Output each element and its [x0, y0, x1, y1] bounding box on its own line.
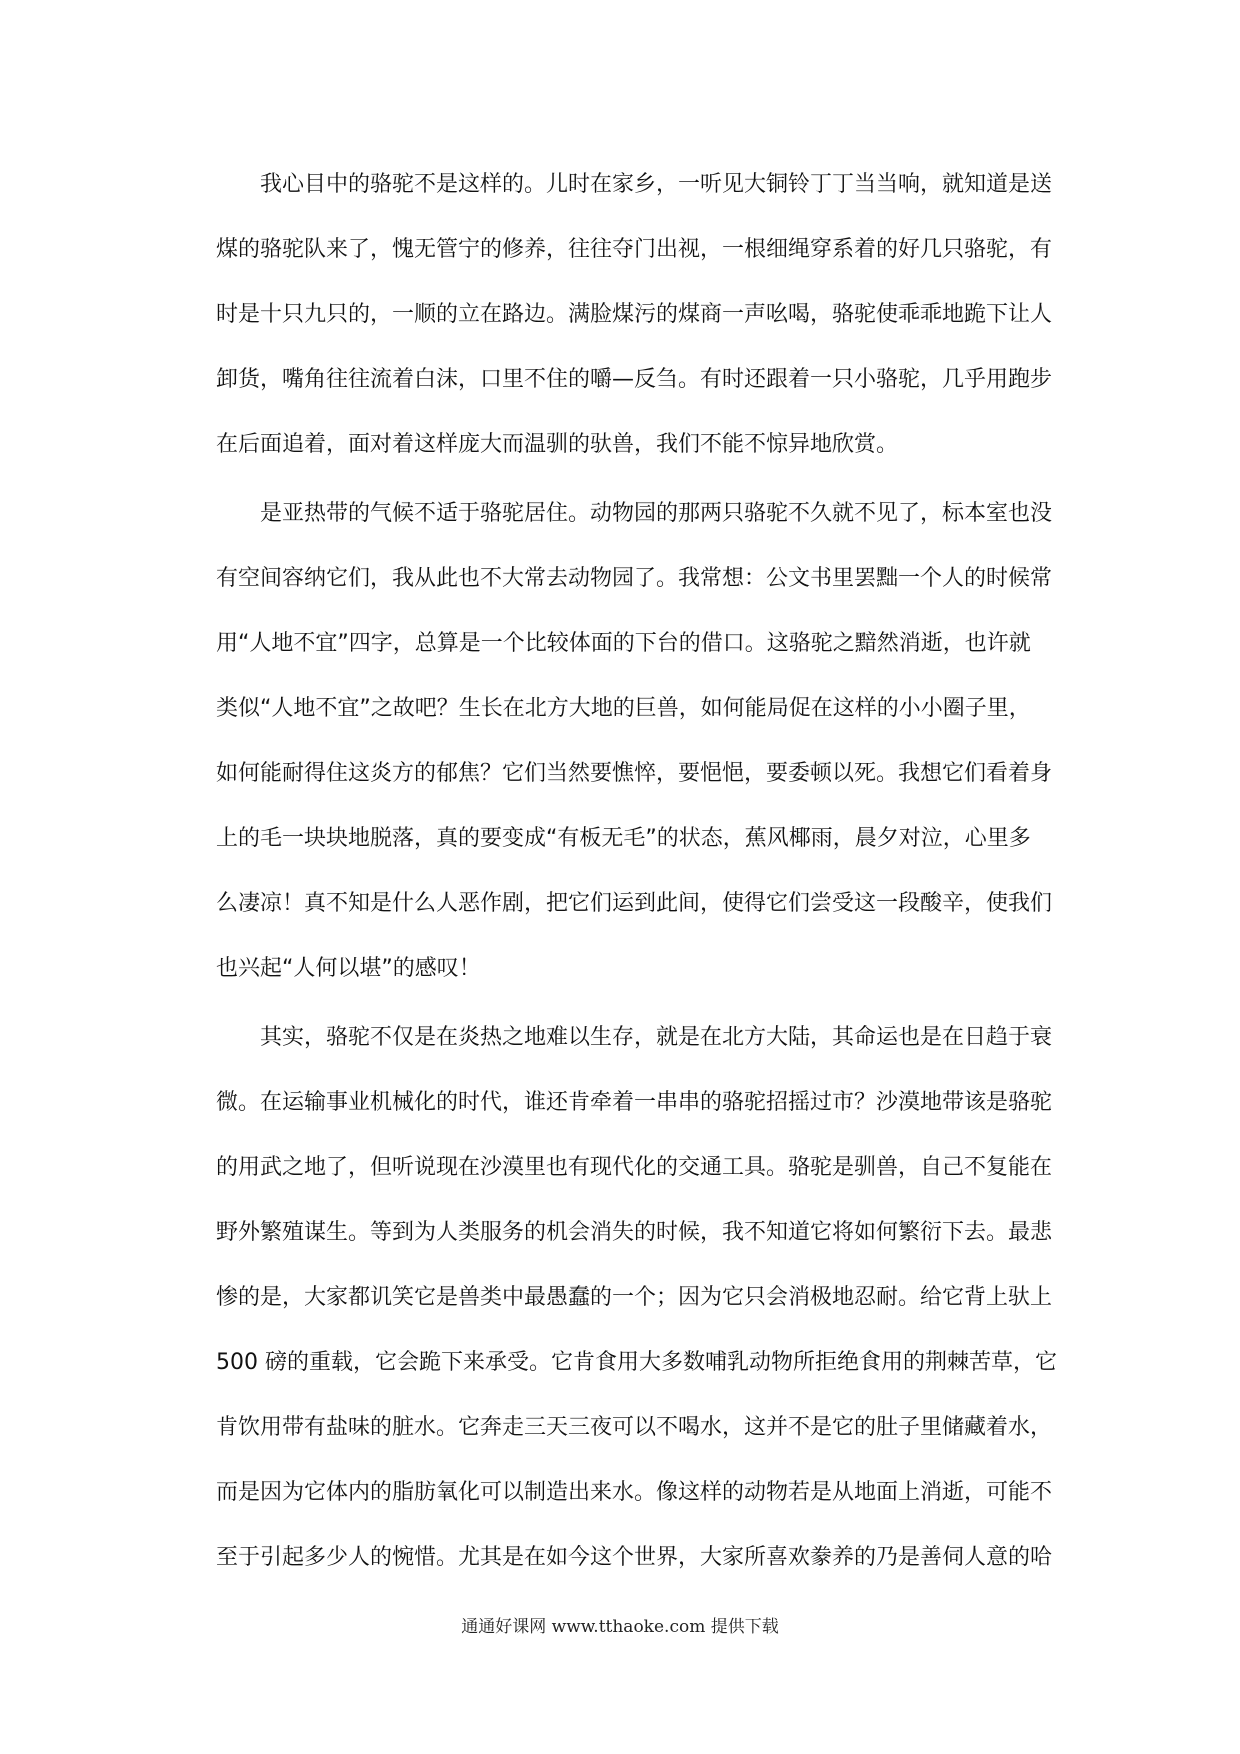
- text-line: 有空间容纳它们，我从此也不大常去动物园了。我常想：公文书里罢黜一个人的时候常: [216, 566, 1053, 591]
- paragraph-1: [216, 152, 1052, 477]
- text-line: 我心目中的骆驼不是这样的。儿时在家乡，一听见大铜铃丁丁当当响，就知道是送: [260, 172, 1053, 197]
- text-line: 而是因为它体内的脂肪氧化可以制造出来水。像这样的动物若是从地面上消逝，可能不: [216, 1480, 1053, 1505]
- text-line: 的用武之地了，但听说现在沙漠里也有现代化的交通工具。骆驼是驯兽，自己不复能在: [216, 1155, 1053, 1180]
- text-line: 是亚热带的气候不适于骆驼居住。动物园的那两只骆驼不久就不见了，标本室也没: [260, 501, 1053, 526]
- text-line: 500 磅的重载，它会跪下来承受。它肯食用大多数哺乳动物所拒绝食用的荆棘苦草，它: [216, 1350, 1057, 1375]
- text-line: 用“人地不宜”四字，总算是一个比较体面的下台的借口。这骆驼之黯然消逝，也许就: [216, 631, 1031, 656]
- text-line: 卸货，嘴角往往流着白沫，口里不住的嚼—反刍。有时还跟着一只小骆驼，几乎用跑步: [216, 367, 1053, 392]
- text-line: 类似“人地不宜”之故吧？生长在北方大地的巨兽，如何能局促在这样的小小圈子里，: [216, 696, 1031, 721]
- text-line: 也兴起“人何以堪”的感叹！: [216, 956, 481, 981]
- paragraph-3: [216, 1005, 1057, 1590]
- text-line: 么凄凉！真不知是什么人恶作剧，把它们运到此间，使得它们尝受这一段酸辛，使我们: [216, 891, 1053, 916]
- text-line: 至于引起多少人的惋惜。尤其是在如今这个世界，大家所喜欢豢养的乃是善伺人意的哈: [216, 1545, 1053, 1570]
- text-line: 其实，骆驼不仅是在炎热之地难以生存，就是在北方大陆，其命运也是在日趋于衰: [260, 1025, 1053, 1050]
- text-line: 时是十只九只的，一顺的立在路边。满脸煤污的煤商一声吆喝，骆驼使乖乖地跪下让人: [216, 302, 1053, 327]
- page-footer: 通通好课网 www.tthaoke.com 提供下载: [461, 1617, 779, 1637]
- text-line: 野外繁殖谋生。等到为人类服务的机会消失的时候，我不知道它将如何繁衍下去。最悲: [216, 1220, 1053, 1245]
- article-body: [216, 152, 1057, 1594]
- text-line: 如何能耐得住这炎方的郁焦？它们当然要憔悴，要悒悒，要委顿以死。我想它们看着身: [216, 761, 1053, 786]
- text-line: 煤的骆驼队来了，愧无管宁的修养，往往夺门出视，一根细绳穿系着的好几只骆驼，有: [216, 237, 1053, 262]
- text-line: 微。在运输事业机械化的时代，谁还肯牵着一串串的骆驼招摇过市？沙漠地带该是骆驼: [216, 1090, 1053, 1115]
- text-line: 惨的是，大家都讥笑它是兽类中最愚蠢的一个；因为它只会消极地忍耐。给它背上驮上: [216, 1285, 1053, 1310]
- text-line: 肯饮用带有盐味的脏水。它奔走三天三夜可以不喝水，这并不是它的肚子里储藏着水，: [216, 1415, 1053, 1440]
- text-line: 在后面追着，面对着这样庞大而温驯的驮兽，我们不能不惊异地欣赏。: [216, 432, 899, 457]
- paragraph-2: [216, 481, 1052, 1001]
- text-line: 上的毛一块块地脱落，真的要变成“有板无毛”的状态，蕉风椰雨，晨夕对泣，心里多: [216, 826, 1031, 851]
